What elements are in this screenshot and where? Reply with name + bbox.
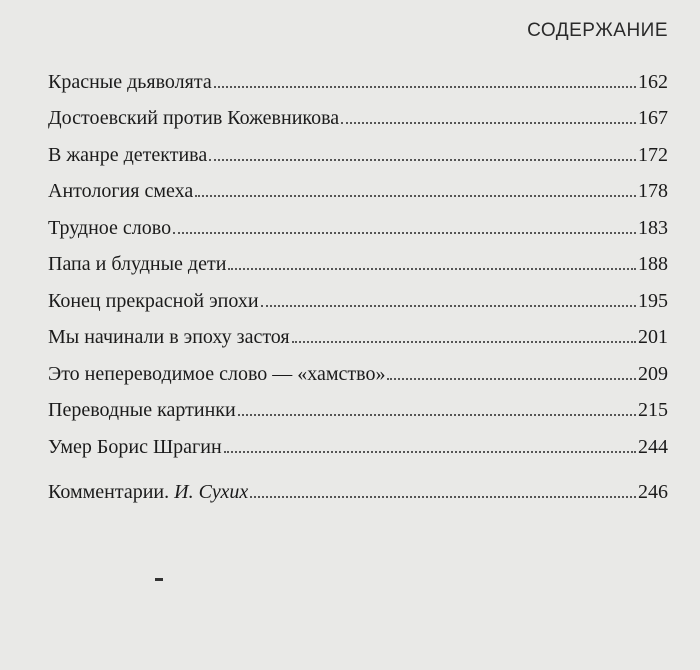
dot-leader	[387, 377, 636, 380]
toc-entry	[48, 70, 668, 94]
toc-entry	[48, 325, 668, 349]
toc-entry-page: 178	[638, 180, 668, 202]
toc-entry-page: 183	[638, 217, 668, 239]
dot-leader	[228, 267, 636, 270]
toc-entry-page: 195	[638, 290, 668, 312]
toc-entry-page: 246	[638, 481, 668, 503]
dot-leader	[209, 158, 636, 161]
dot-leader	[292, 340, 636, 343]
toc-entry-title: Антология смеха	[48, 180, 194, 202]
decorative-dash	[155, 578, 163, 581]
toc-entry	[48, 179, 668, 203]
toc-entry	[48, 143, 668, 167]
toc-entry	[48, 216, 668, 240]
dot-leader	[261, 304, 636, 307]
toc-entry-title: Достоевский против Кожевникова	[48, 107, 340, 129]
dot-leader	[250, 495, 636, 498]
toc-entry	[48, 362, 668, 386]
dot-leader	[173, 231, 636, 234]
toc-entry-title: Красные дьяволята	[48, 71, 212, 93]
toc-entry-title: Мы начинали в эпоху застоя	[48, 326, 290, 348]
dot-leader	[341, 121, 636, 124]
toc-entry-title	[48, 480, 248, 504]
comments-label: Комментарии.	[48, 481, 170, 503]
toc-entry-title: Это непереводимое слово — «хамство»	[48, 363, 386, 385]
toc-entry	[48, 252, 668, 276]
toc-entry-title: В жанре детектива	[48, 144, 208, 166]
dot-leader	[224, 450, 636, 453]
toc-entry-page: 209	[638, 363, 668, 385]
dot-leader	[238, 413, 636, 416]
dot-leader	[214, 85, 636, 88]
toc-entry	[48, 106, 668, 130]
toc-entry-page: 188	[638, 253, 668, 275]
toc-entry	[48, 435, 668, 459]
toc-entry	[48, 289, 668, 313]
comments-author: И. Сухих	[174, 481, 249, 503]
toc-entry-title: Умер Борис Шрагин	[48, 436, 222, 458]
toc-entry-title: Трудное слово	[48, 217, 172, 239]
toc-entry	[48, 398, 668, 422]
dot-leader	[195, 194, 636, 197]
toc-entry-page: 172	[638, 144, 668, 166]
toc-entry-page: 201	[638, 326, 668, 348]
toc-entry-page: 167	[638, 107, 668, 129]
toc-entry-title: Папа и блудные дети	[48, 253, 227, 275]
toc-entry-page: 244	[638, 436, 668, 458]
toc-entry-comments	[48, 480, 668, 504]
toc-entry-title: Конец прекрасной эпохи	[48, 290, 259, 312]
page-header: СОДЕРЖАНИЕ	[527, 20, 668, 41]
toc-entry-page: 162	[638, 71, 668, 93]
toc-entry-title: Переводные картинки	[48, 399, 236, 421]
toc-entry-page: 215	[638, 399, 668, 421]
